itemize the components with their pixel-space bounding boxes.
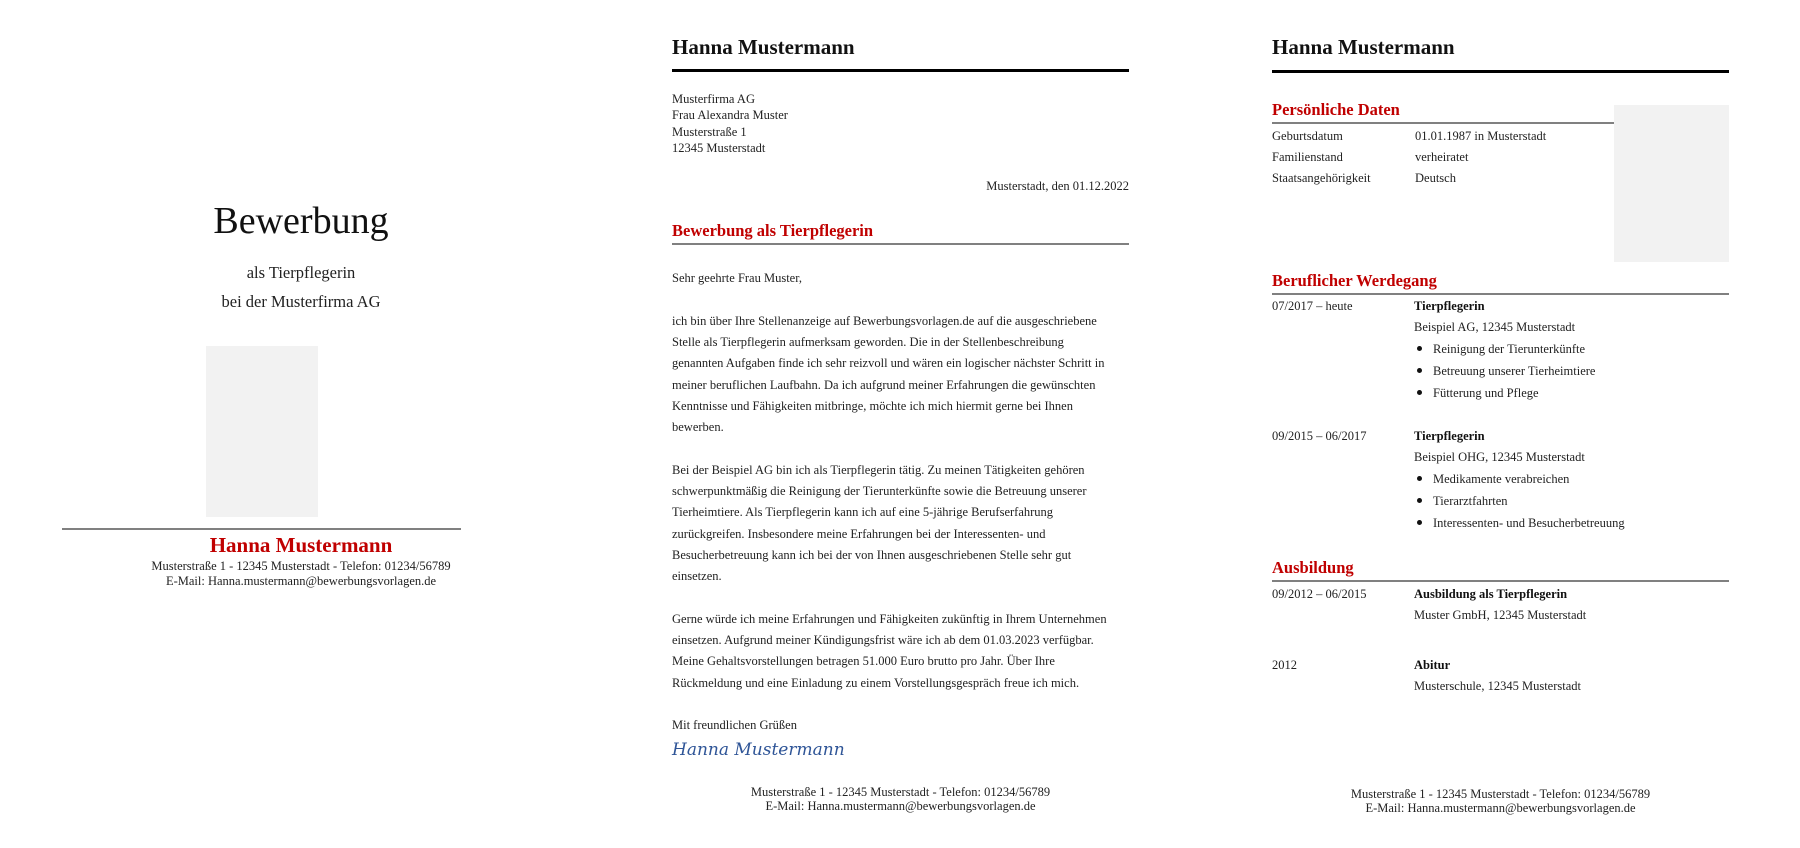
- letter-paragraph-line: Meine Gehaltsvorstellungen betragen 51.000 Euro brutto pro Jahr. Über Ihre: [672, 654, 1055, 668]
- bullet-icon: [1417, 368, 1422, 373]
- personal-value: verheiratet: [1415, 150, 1469, 164]
- education-title: Abitur: [1414, 658, 1451, 672]
- letter-paragraph-line: bewerben.: [672, 420, 724, 434]
- recipient-line: Musterfirma AG: [672, 92, 755, 106]
- cv-footer-email: E-Mail: Hanna.mustermann@bewerbungsvorlagen.de: [1365, 801, 1636, 815]
- cover-email: E-Mail: Hanna.mustermann@bewerbungsvorlagen.de: [165, 574, 437, 588]
- career-bullet: Medikamente verabreichen: [1433, 472, 1570, 486]
- education-place: Musterschule, 12345 Musterstadt: [1414, 679, 1581, 693]
- letter-paragraph-line: zurückgreifen. Insbesondere meine Erfahrungen bei der Interessenten- und: [672, 527, 1046, 541]
- education-place: Muster GmbH, 12345 Musterstadt: [1414, 608, 1587, 622]
- cover-subtitle-company: bei der Musterfirma AG: [221, 292, 381, 311]
- personal-rule: [1272, 122, 1614, 124]
- letter-date: Musterstadt, den 01.12.2022: [986, 179, 1129, 193]
- career-title: Tierpflegerin: [1414, 299, 1485, 313]
- bullet-icon: [1417, 498, 1422, 503]
- career-bullet: Interessenten- und Besucherbetreuung: [1433, 516, 1625, 530]
- letter-paragraph-line: ich bin über Ihre Stellenanzeige auf Bewerbungsvorlagen.de auf die ausgeschriebene: [672, 314, 1097, 328]
- letter-subject: Bewerbung als Tierpflegerin: [672, 221, 874, 240]
- cv-header-name: Hanna Mustermann: [1272, 35, 1455, 59]
- recipient-line: Frau Alexandra Muster: [672, 108, 788, 122]
- letter-paragraph-line: Kenntnisse und Fähigkeiten mitbringe, möchte ich mich hiermit gerne bei Ihnen: [672, 399, 1073, 413]
- cv-footer-address: Musterstraße 1 - 12345 Musterstadt - Telefon: 01234/56789: [1350, 787, 1651, 801]
- personal-label: Staatsangehörigkeit: [1272, 171, 1371, 185]
- cover-subtitle-position: als Tierpflegerin: [246, 263, 356, 282]
- career-place: Beispiel OHG, 12345 Musterstadt: [1414, 450, 1585, 464]
- cover-photo-placeholder: [206, 346, 318, 517]
- career-bullet: Betreuung unserer Tierheimtiere: [1433, 364, 1596, 378]
- cover-page: [0, 0, 600, 848]
- bullet-icon: [1417, 520, 1422, 525]
- personal-value: Deutsch: [1415, 171, 1456, 185]
- education-title: Ausbildung als Tierpflegerin: [1414, 587, 1568, 601]
- bullet-icon: [1417, 346, 1422, 351]
- education-period: 09/2012 – 06/2015: [1272, 587, 1367, 601]
- career-rule: [1272, 293, 1729, 295]
- cover-title: Bewerbung: [213, 200, 389, 242]
- letter-paragraph-line: genannten Aufgaben finde ich sehr reizvoll und wären ein logischer nächster Schritt in: [672, 356, 1105, 370]
- letter-paragraph-line: Tierheimtiere. Als Tierpflegerin kann ich auf eine 5-jährige Berufserfahrung: [672, 505, 1054, 519]
- letter-footer-address: Musterstraße 1 - 12345 Musterstadt - Telefon: 01234/56789: [750, 785, 1051, 799]
- cover-divider: [62, 528, 461, 530]
- letter-paragraph-line: meiner beruflichen Laufbahn. Da ich aufgrund meiner Erfahrungen die gewünschten: [672, 378, 1096, 392]
- bullet-icon: [1417, 390, 1422, 395]
- letter-footer-email: E-Mail: Hanna.mustermann@bewerbungsvorlagen.de: [765, 799, 1036, 813]
- letter-paragraph-line: schwerpunktmäßig die Reinigung der Tierunterkünfte sowie die Betreuung unserer: [672, 484, 1087, 498]
- career-period: 07/2017 – heute: [1272, 299, 1353, 313]
- letter-paragraph-line: einsetzen. Aufgrund meiner Kündigungsfrist wäre ich ab dem 01.03.2023 verfügbar.: [672, 633, 1094, 647]
- letter-paragraph-line: Stelle als Tierpflegerin aufmerksam geworden. Die in der Stellenbeschreibung: [672, 335, 1064, 349]
- letter-signature: Hanna Mustermann: [672, 740, 845, 760]
- letter-subject-rule: [672, 243, 1129, 245]
- letter-closing: Mit freundlichen Grüßen: [672, 718, 797, 732]
- personal-label: Geburtsdatum: [1272, 129, 1343, 143]
- letter-paragraph-line: Bei der Beispiel AG bin ich als Tierpflegerin tätig. Zu meinen Tätigkeiten gehören: [672, 463, 1085, 477]
- personal-heading: Persönliche Daten: [1272, 100, 1400, 119]
- recipient-line: 12345 Musterstadt: [672, 141, 766, 155]
- letter-header-name: Hanna Mustermann: [672, 35, 855, 59]
- personal-label: Familienstand: [1272, 150, 1343, 164]
- career-place: Beispiel AG, 12345 Musterstadt: [1414, 320, 1576, 334]
- letter-header-rule: [672, 69, 1129, 72]
- letter-paragraph-line: Besucherbetreuung kann ich bei der von Ihnen ausgeschriebenen Stelle sehr gut: [672, 548, 1072, 562]
- letter-salutation: Sehr geehrte Frau Muster,: [672, 271, 803, 285]
- education-heading: Ausbildung: [1272, 558, 1354, 577]
- cover-address: Musterstraße 1 - 12345 Musterstadt - Telefon: 01234/56789: [151, 559, 451, 573]
- career-bullet: Fütterung und Pflege: [1433, 386, 1539, 400]
- recipient-line: Musterstraße 1: [672, 125, 747, 139]
- letter-paragraph-line: Gerne würde ich meine Erfahrungen und Fähigkeiten zukünftig in Ihrem Unternehmen: [672, 612, 1107, 626]
- cv-photo-placeholder: [1614, 105, 1729, 262]
- letter-page: [672, 0, 1129, 848]
- career-bullet: Tierarztfahrten: [1433, 494, 1508, 508]
- cover-name: Hanna Mustermann: [209, 533, 393, 557]
- cv-header-rule: [1272, 70, 1729, 73]
- bullet-icon: [1417, 476, 1422, 481]
- career-bullet: Reinigung der Tierunterkünfte: [1433, 342, 1586, 356]
- career-period: 09/2015 – 06/2017: [1272, 429, 1367, 443]
- career-title: Tierpflegerin: [1414, 429, 1485, 443]
- cv-page: [1272, 0, 1729, 848]
- education-rule: [1272, 580, 1729, 582]
- letter-paragraph-line: Rückmeldung und eine Einladung zu einem Vorstellungsgespräch freue ich mich.: [672, 676, 1080, 690]
- letter-paragraph-line: einsetzen.: [672, 569, 722, 583]
- personal-value: 01.01.1987 in Musterstadt: [1415, 129, 1547, 143]
- career-heading: Beruflicher Werdegang: [1272, 271, 1437, 290]
- education-period: 2012: [1272, 658, 1297, 672]
